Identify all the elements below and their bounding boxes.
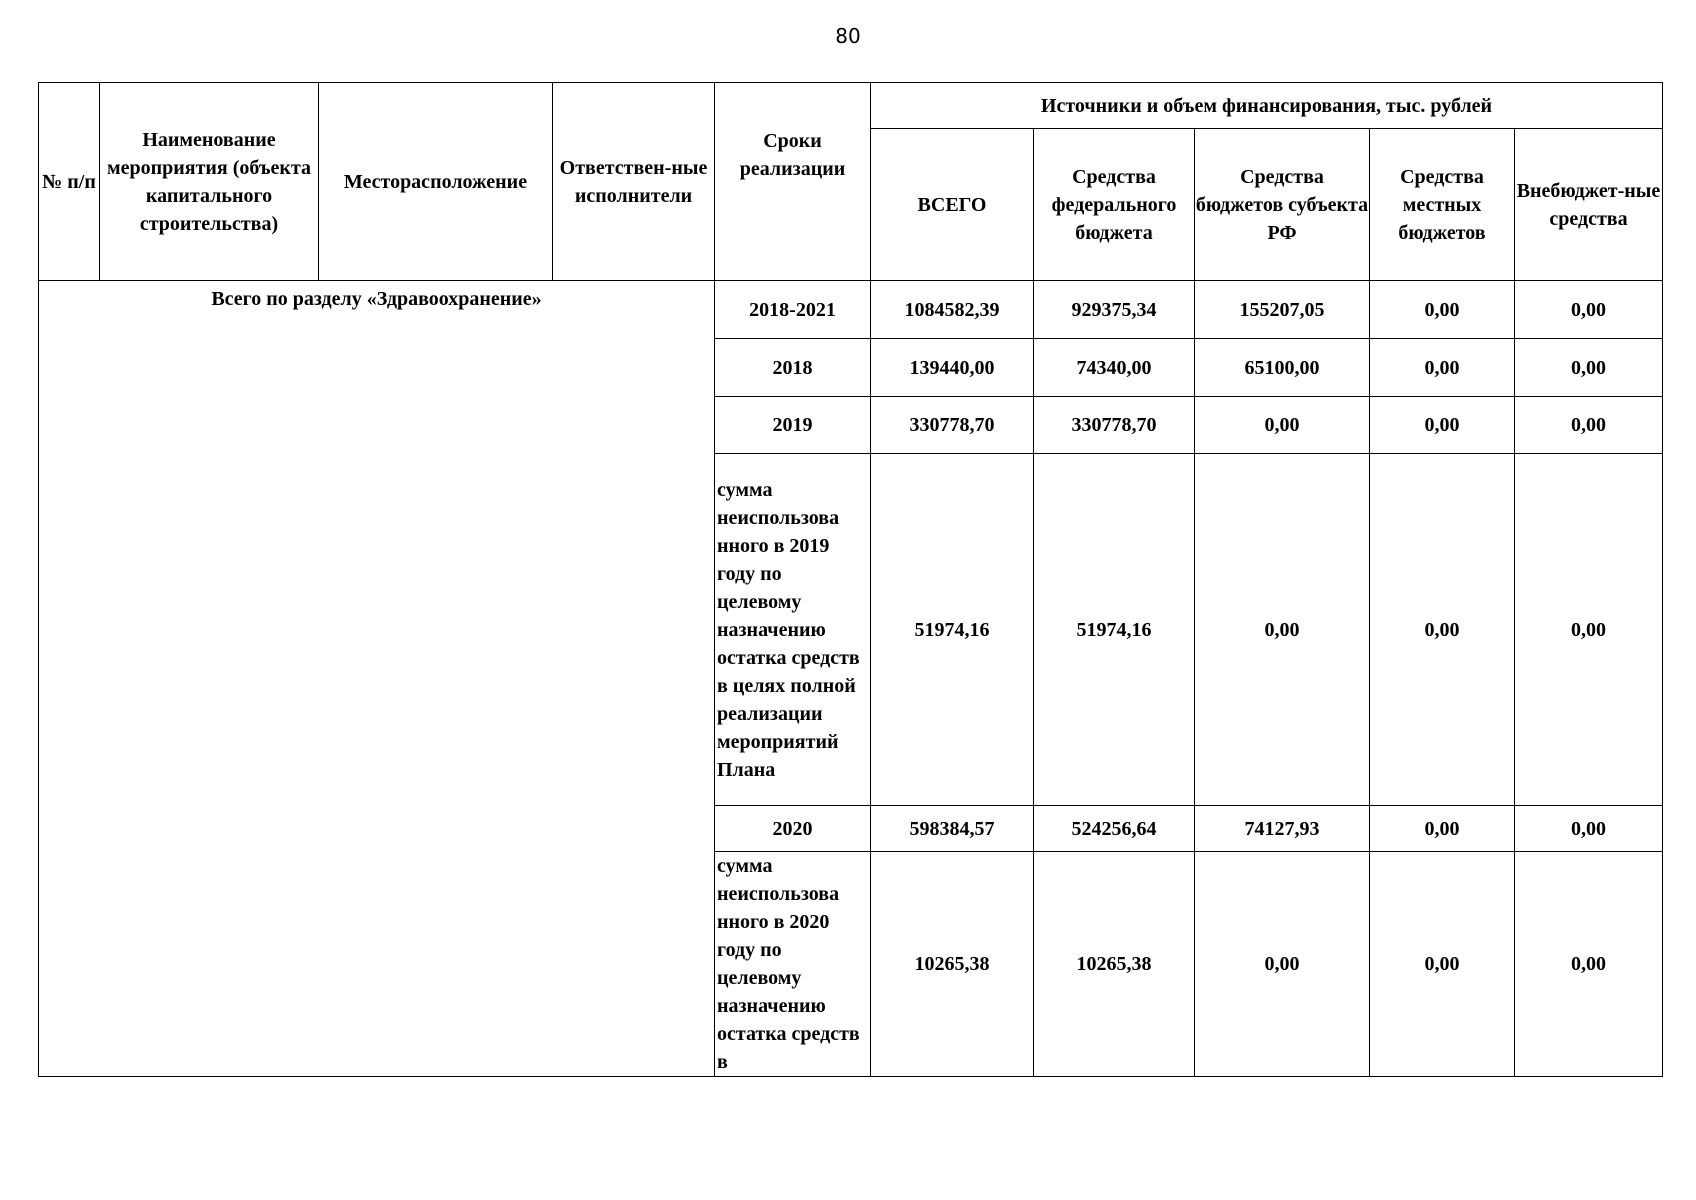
row-extra: 0,00 [1515,806,1663,852]
row-local: 0,00 [1370,339,1515,397]
row-extra: 0,00 [1515,852,1663,1077]
section-title: Всего по разделу «Здравоохранение» [39,281,715,1077]
row-regional: 155207,05 [1195,281,1370,339]
row-total: 598384,57 [871,806,1034,852]
page-number: 80 [835,24,861,48]
row-total: 139440,00 [871,339,1034,397]
row-extra: 0,00 [1515,281,1663,339]
row-local: 0,00 [1370,852,1515,1077]
row-federal: 51974,16 [1034,454,1195,806]
row-regional: 0,00 [1195,397,1370,454]
header-local: Средства местных бюджетов [1370,129,1515,281]
row-regional: 0,00 [1195,454,1370,806]
header-executors: Ответствен-ные исполнители [553,83,715,281]
row-federal: 330778,70 [1034,397,1195,454]
row-local: 0,00 [1370,397,1515,454]
row-period: 2018-2021 [715,281,871,339]
row-total: 1084582,39 [871,281,1034,339]
header-location: Месторасположение [319,83,553,281]
row-period: 2020 [715,806,871,852]
row-extra: 0,00 [1515,339,1663,397]
row-period: сумма неиспользова нного в 2019 году по целевому назначению остатка средств в целях полной реализации мероприятий Плана [715,454,871,806]
row-regional: 0,00 [1195,852,1370,1077]
row-federal: 929375,34 [1034,281,1195,339]
row-local: 0,00 [1370,454,1515,806]
row-local: 0,00 [1370,281,1515,339]
row-federal: 10265,38 [1034,852,1195,1077]
header-num: № п/п [39,83,100,281]
row-total: 330778,70 [871,397,1034,454]
header-federal: Средства федерального бюджета [1034,129,1195,281]
row-period: 2018 [715,339,871,397]
row-regional: 65100,00 [1195,339,1370,397]
financing-table [38,82,1663,1077]
row-regional: 74127,93 [1195,806,1370,852]
row-total: 51974,16 [871,454,1034,806]
row-period: сумма неиспользова нного в 2020 году по целевому назначению остатка средств в [715,852,871,1077]
row-extra: 0,00 [1515,454,1663,806]
header-regional: Средства бюджетов субъекта РФ [1195,129,1370,281]
row-total: 10265,38 [871,852,1034,1077]
row-federal: 524256,64 [1034,806,1195,852]
table-row [39,281,1663,339]
header-total: ВСЕГО [871,129,1034,281]
header-period: Сроки реализации [715,83,871,281]
header-extra: Внебюджет-ные средства [1515,129,1663,281]
row-period: 2019 [715,397,871,454]
row-federal: 74340,00 [1034,339,1195,397]
header-funding-group: Источники и объем финансирования, тыс. рублей [871,83,1663,129]
row-local: 0,00 [1370,806,1515,852]
header-name: Наименование мероприятия (объекта капитального строительства) [100,83,319,281]
row-extra: 0,00 [1515,397,1663,454]
